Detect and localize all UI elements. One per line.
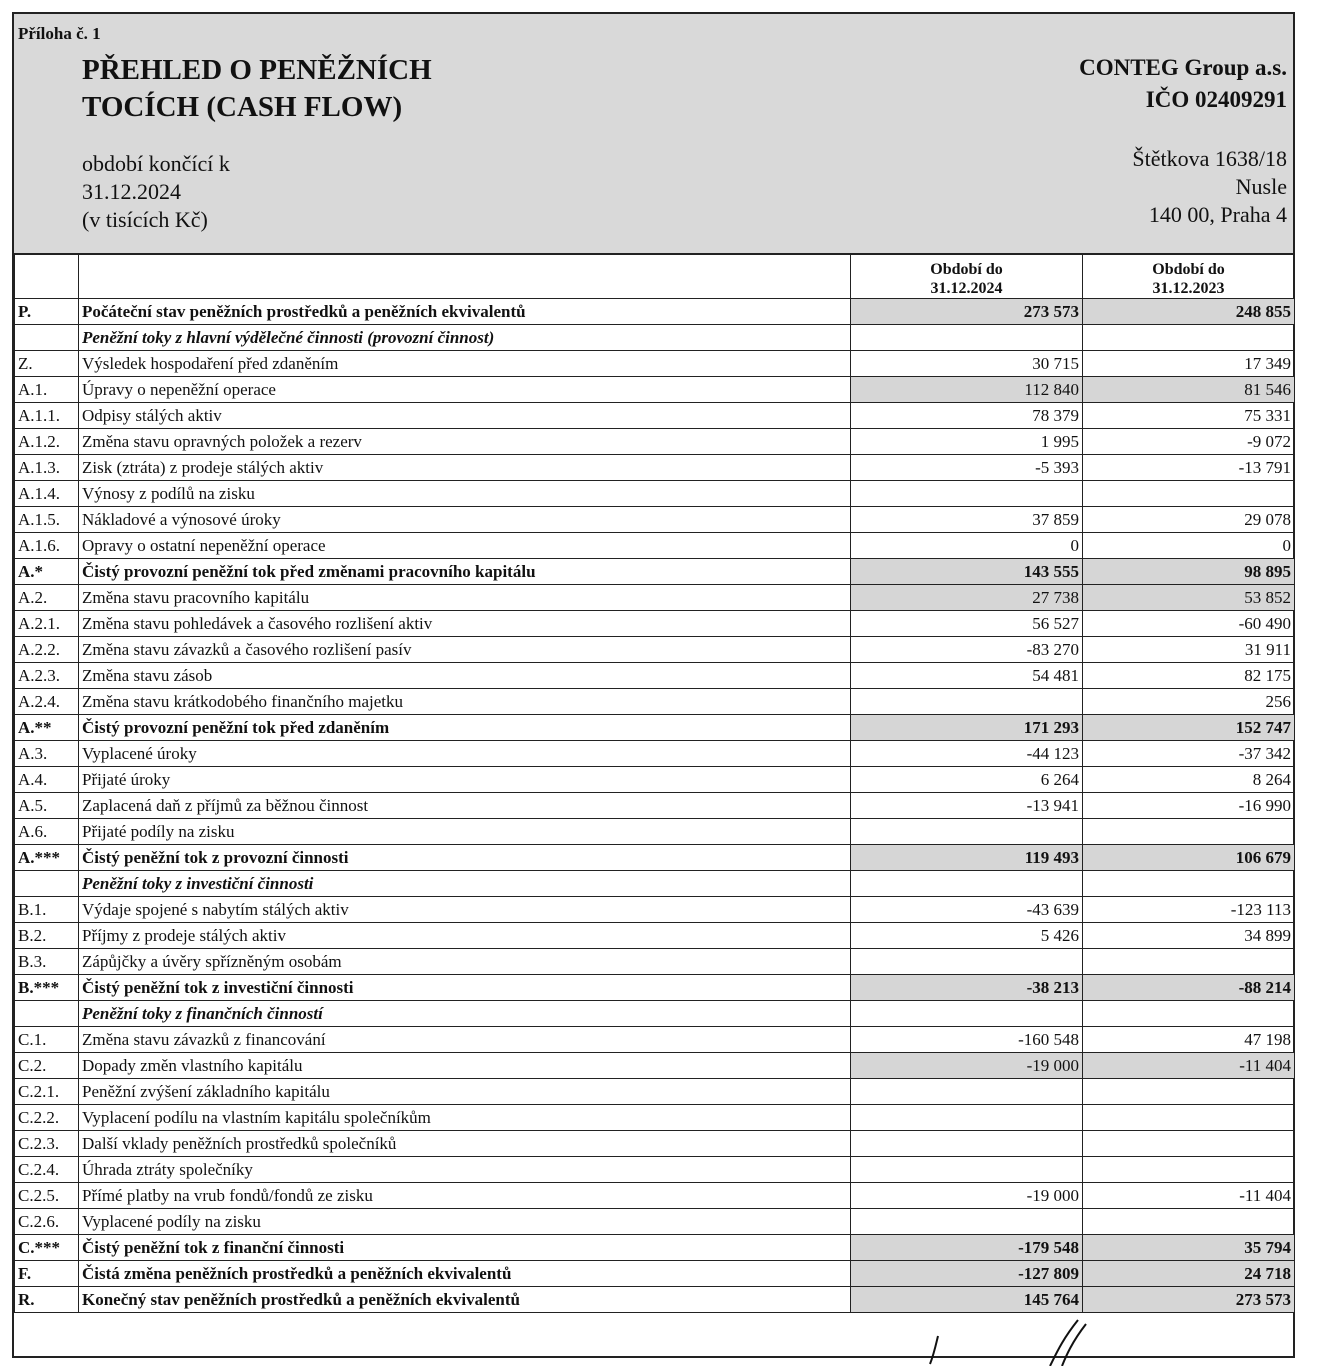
value-2024: 171 293 xyxy=(851,715,1083,741)
row-code: F. xyxy=(15,1261,79,1287)
value-2024: -19 000 xyxy=(851,1183,1083,1209)
address-district: Nusle xyxy=(1235,174,1287,199)
row-code: Z. xyxy=(15,351,79,377)
row-label: Změna stavu zásob xyxy=(79,663,851,689)
row-code xyxy=(15,871,79,897)
value-2024: -13 941 xyxy=(851,793,1083,819)
row-label: Zisk (ztráta) z prodeje stálých aktiv xyxy=(79,455,851,481)
row-label: Přijaté úroky xyxy=(79,767,851,793)
row-label: Čistá změna peněžních prostředků a peněžních ekvivalentů xyxy=(79,1261,851,1287)
row-code: B.2. xyxy=(15,923,79,949)
title-line-2: TOCÍCH (CASH FLOW) xyxy=(82,91,403,123)
table-row xyxy=(15,559,1295,585)
value-2023: 248 855 xyxy=(1083,299,1295,325)
value-2024 xyxy=(851,1131,1083,1157)
row-label: Počáteční stav peněžních prostředků a peněžních ekvivalentů xyxy=(79,299,851,325)
value-2023: -11 404 xyxy=(1083,1053,1295,1079)
row-code: P. xyxy=(15,299,79,325)
title-line-1: PŘEHLED O PENĚŽNÍCH xyxy=(82,54,432,86)
table-row xyxy=(15,1001,1295,1027)
value-2024 xyxy=(851,689,1083,715)
annex-label: Příloha č. 1 xyxy=(18,24,101,43)
column-header-2024-date: 31.12.2024 xyxy=(930,280,1003,297)
row-code: C.2.1. xyxy=(15,1079,79,1105)
table-row xyxy=(15,689,1295,715)
table-row xyxy=(15,1079,1295,1105)
row-code: R. xyxy=(15,1287,79,1313)
table-row xyxy=(15,507,1295,533)
value-2023: 31 911 xyxy=(1083,637,1295,663)
value-2023: 81 546 xyxy=(1083,377,1295,403)
value-2024: -38 213 xyxy=(851,975,1083,1001)
company-info xyxy=(1079,52,1287,116)
value-2024: 54 481 xyxy=(851,663,1083,689)
row-code: A.6. xyxy=(15,819,79,845)
table-row xyxy=(15,949,1295,975)
row-code xyxy=(15,325,79,351)
row-label: Vyplacené podíly na zisku xyxy=(79,1209,851,1235)
value-2023: 75 331 xyxy=(1083,403,1295,429)
row-code xyxy=(15,1001,79,1027)
row-code: A.2.1. xyxy=(15,611,79,637)
column-header-2023 xyxy=(1083,255,1295,299)
table-row xyxy=(15,1209,1295,1235)
value-2023 xyxy=(1083,481,1295,507)
value-2024: -43 639 xyxy=(851,897,1083,923)
company-address xyxy=(1132,145,1287,229)
table-row xyxy=(15,663,1295,689)
table-row xyxy=(15,377,1295,403)
row-code: A.2.4. xyxy=(15,689,79,715)
value-2023: 256 xyxy=(1083,689,1295,715)
value-2023: -11 404 xyxy=(1083,1183,1295,1209)
value-2024 xyxy=(851,481,1083,507)
value-2023 xyxy=(1083,1105,1295,1131)
row-code: C.2.3. xyxy=(15,1131,79,1157)
table-row xyxy=(15,871,1295,897)
row-label: Peněžní zvýšení základního kapitálu xyxy=(79,1079,851,1105)
row-label: Peněžní toky z investiční činnosti xyxy=(79,871,851,897)
period-line-1: období končící k xyxy=(82,151,230,176)
period-date: 31.12.2024 xyxy=(82,179,181,204)
value-2023: -60 490 xyxy=(1083,611,1295,637)
label-column-header xyxy=(79,255,851,299)
value-2023: 53 852 xyxy=(1083,585,1295,611)
table-row xyxy=(15,819,1295,845)
value-2024 xyxy=(851,1157,1083,1183)
value-2023: -13 791 xyxy=(1083,455,1295,481)
table-row xyxy=(15,585,1295,611)
row-label: Změna stavu krátkodobého finančního majetku xyxy=(79,689,851,715)
row-label: Vyplacení podílu na vlastním kapitálu společníkům xyxy=(79,1105,851,1131)
row-code: C.2.4. xyxy=(15,1157,79,1183)
value-2024: 112 840 xyxy=(851,377,1083,403)
value-2023: 273 573 xyxy=(1083,1287,1295,1313)
row-code: A.* xyxy=(15,559,79,585)
row-code: C.*** xyxy=(15,1235,79,1261)
row-label: Výnosy z podílů na zisku xyxy=(79,481,851,507)
row-code: A.1.2. xyxy=(15,429,79,455)
value-2023: 29 078 xyxy=(1083,507,1295,533)
value-2023 xyxy=(1083,1209,1295,1235)
table-row xyxy=(15,897,1295,923)
row-code: A.2. xyxy=(15,585,79,611)
value-2024: 145 764 xyxy=(851,1287,1083,1313)
value-2024: -44 123 xyxy=(851,741,1083,767)
value-2023: -37 342 xyxy=(1083,741,1295,767)
value-2024 xyxy=(851,1105,1083,1131)
value-2024 xyxy=(851,1001,1083,1027)
table-row xyxy=(15,455,1295,481)
table-row xyxy=(15,1053,1295,1079)
row-code: A.2.2. xyxy=(15,637,79,663)
row-label: Dopady změn vlastního kapitálu xyxy=(79,1053,851,1079)
column-header-2024 xyxy=(851,255,1083,299)
row-label: Přímé platby na vrub fondů/fondů ze zisku xyxy=(79,1183,851,1209)
company-id: IČO 02409291 xyxy=(1145,87,1287,112)
code-column-header xyxy=(15,255,79,299)
row-code: A.** xyxy=(15,715,79,741)
row-label: Vyplacené úroky xyxy=(79,741,851,767)
cash-flow-table xyxy=(14,254,1295,1313)
row-code: A.1. xyxy=(15,377,79,403)
value-2024: -127 809 xyxy=(851,1261,1083,1287)
table-row xyxy=(15,793,1295,819)
table-row xyxy=(15,429,1295,455)
value-2023 xyxy=(1083,1079,1295,1105)
row-label: Změna stavu závazků z financování xyxy=(79,1027,851,1053)
value-2023: 17 349 xyxy=(1083,351,1295,377)
row-code: C.2.6. xyxy=(15,1209,79,1235)
table-row xyxy=(15,325,1295,351)
period-info xyxy=(82,150,230,234)
row-label: Výdaje spojené s nabytím stálých aktiv xyxy=(79,897,851,923)
table-row xyxy=(15,845,1295,871)
statement-header xyxy=(14,14,1293,255)
row-code: A.3. xyxy=(15,741,79,767)
value-2024: 5 426 xyxy=(851,923,1083,949)
table-row xyxy=(15,715,1295,741)
value-2024 xyxy=(851,819,1083,845)
table-row xyxy=(15,975,1295,1001)
row-label: Odpisy stálých aktiv xyxy=(79,403,851,429)
row-label: Úpravy o nepeněžní operace xyxy=(79,377,851,403)
row-code: A.2.3. xyxy=(15,663,79,689)
row-label: Konečný stav peněžních prostředků a peněžních ekvivalentů xyxy=(79,1287,851,1313)
value-2023: -123 113 xyxy=(1083,897,1295,923)
value-2024: 0 xyxy=(851,533,1083,559)
value-2024: -5 393 xyxy=(851,455,1083,481)
value-2024: 30 715 xyxy=(851,351,1083,377)
row-label: Peněžní toky z hlavní výdělečné činnosti (provozní činnost) xyxy=(79,325,851,351)
row-code: C.2.2. xyxy=(15,1105,79,1131)
row-code: C.2. xyxy=(15,1053,79,1079)
value-2023: 47 198 xyxy=(1083,1027,1295,1053)
row-label: Čistý provozní peněžní tok před změnami pracovního kapitálu xyxy=(79,559,851,585)
row-code: B.1. xyxy=(15,897,79,923)
value-2023: 8 264 xyxy=(1083,767,1295,793)
value-2024: 1 995 xyxy=(851,429,1083,455)
row-label: Výsledek hospodaření před zdaněním xyxy=(79,351,851,377)
value-2023 xyxy=(1083,325,1295,351)
cash-flow-statement xyxy=(12,12,1295,1358)
table-row xyxy=(15,351,1295,377)
value-2023: 0 xyxy=(1083,533,1295,559)
row-code: A.1.5. xyxy=(15,507,79,533)
table-row xyxy=(15,1235,1295,1261)
value-2023: 34 899 xyxy=(1083,923,1295,949)
currency-note: (v tisících Kč) xyxy=(82,207,208,232)
table-row xyxy=(15,403,1295,429)
row-code: A.*** xyxy=(15,845,79,871)
value-2024 xyxy=(851,871,1083,897)
row-label: Změna stavu závazků a časového rozlišení pasív xyxy=(79,637,851,663)
row-label: Zaplacená daň z příjmů za běžnou činnost xyxy=(79,793,851,819)
value-2023: 82 175 xyxy=(1083,663,1295,689)
table-row xyxy=(15,481,1295,507)
row-code: B.*** xyxy=(15,975,79,1001)
value-2024: 273 573 xyxy=(851,299,1083,325)
value-2024: 78 379 xyxy=(851,403,1083,429)
value-2024: 56 527 xyxy=(851,611,1083,637)
table-row xyxy=(15,1183,1295,1209)
value-2024: -83 270 xyxy=(851,637,1083,663)
table-header-row xyxy=(15,255,1295,299)
table-row xyxy=(15,1027,1295,1053)
table-row xyxy=(15,1287,1295,1313)
column-header-2023-date: 31.12.2023 xyxy=(1152,280,1225,297)
row-label: Nákladové a výnosové úroky xyxy=(79,507,851,533)
address-city: 140 00, Praha 4 xyxy=(1148,202,1287,227)
row-label: Příjmy z prodeje stálých aktiv xyxy=(79,923,851,949)
row-code: C.2.5. xyxy=(15,1183,79,1209)
value-2024: -179 548 xyxy=(851,1235,1083,1261)
value-2023: 106 679 xyxy=(1083,845,1295,871)
row-code: A.5. xyxy=(15,793,79,819)
value-2023: -88 214 xyxy=(1083,975,1295,1001)
row-label: Peněžní toky z finančních činností xyxy=(79,1001,851,1027)
table-row xyxy=(15,923,1295,949)
value-2023 xyxy=(1083,871,1295,897)
value-2024 xyxy=(851,1079,1083,1105)
address-street: Štětkova 1638/18 xyxy=(1132,146,1287,171)
value-2023 xyxy=(1083,949,1295,975)
row-code: A.1.6. xyxy=(15,533,79,559)
value-2024: 6 264 xyxy=(851,767,1083,793)
table-row xyxy=(15,1131,1295,1157)
row-label: Úhrada ztráty společníky xyxy=(79,1157,851,1183)
value-2024 xyxy=(851,949,1083,975)
value-2023: 152 747 xyxy=(1083,715,1295,741)
row-label: Další vklady peněžních prostředků společníků xyxy=(79,1131,851,1157)
value-2024 xyxy=(851,325,1083,351)
column-header-2023-line1: Období do xyxy=(1152,261,1225,278)
table-row xyxy=(15,767,1295,793)
value-2024: 27 738 xyxy=(851,585,1083,611)
row-label: Opravy o ostatní nepeněžní operace xyxy=(79,533,851,559)
table-row xyxy=(15,1105,1295,1131)
page-title xyxy=(82,52,432,126)
row-code: C.1. xyxy=(15,1027,79,1053)
table-row xyxy=(15,741,1295,767)
value-2024: 143 555 xyxy=(851,559,1083,585)
row-label: Čistý peněžní tok z finanční činnosti xyxy=(79,1235,851,1261)
value-2023: 98 895 xyxy=(1083,559,1295,585)
row-label: Změna stavu pracovního kapitálu xyxy=(79,585,851,611)
table-row xyxy=(15,533,1295,559)
table-row xyxy=(15,1157,1295,1183)
table-row xyxy=(15,1261,1295,1287)
company-name: CONTEG Group a.s. xyxy=(1079,55,1287,80)
value-2024: -19 000 xyxy=(851,1053,1083,1079)
value-2024: 119 493 xyxy=(851,845,1083,871)
row-label: Čistý peněžní tok z investiční činnosti xyxy=(79,975,851,1001)
row-code: A.4. xyxy=(15,767,79,793)
row-label: Změna stavu pohledávek a časového rozlišení aktiv xyxy=(79,611,851,637)
row-code: A.1.4. xyxy=(15,481,79,507)
table-row xyxy=(15,637,1295,663)
row-code: B.3. xyxy=(15,949,79,975)
value-2023 xyxy=(1083,1001,1295,1027)
table-body xyxy=(15,299,1295,1313)
value-2024: 37 859 xyxy=(851,507,1083,533)
value-2023 xyxy=(1083,819,1295,845)
column-header-2024-line1: Období do xyxy=(930,261,1003,278)
table-row xyxy=(15,611,1295,637)
row-code: A.1.3. xyxy=(15,455,79,481)
row-label: Čistý provozní peněžní tok před zdaněním xyxy=(79,715,851,741)
value-2023: -16 990 xyxy=(1083,793,1295,819)
value-2023: 35 794 xyxy=(1083,1235,1295,1261)
row-label: Přijaté podíly na zisku xyxy=(79,819,851,845)
value-2024: -160 548 xyxy=(851,1027,1083,1053)
row-label: Čistý peněžní tok z provozní činnosti xyxy=(79,845,851,871)
row-label: Zápůjčky a úvěry spřízněným osobám xyxy=(79,949,851,975)
value-2023: -9 072 xyxy=(1083,429,1295,455)
row-code: A.1.1. xyxy=(15,403,79,429)
value-2024 xyxy=(851,1209,1083,1235)
table-row xyxy=(15,299,1295,325)
value-2023: 24 718 xyxy=(1083,1261,1295,1287)
value-2023 xyxy=(1083,1131,1295,1157)
row-label: Změna stavu opravných položek a rezerv xyxy=(79,429,851,455)
signature-mark xyxy=(900,1318,1100,1366)
value-2023 xyxy=(1083,1157,1295,1183)
